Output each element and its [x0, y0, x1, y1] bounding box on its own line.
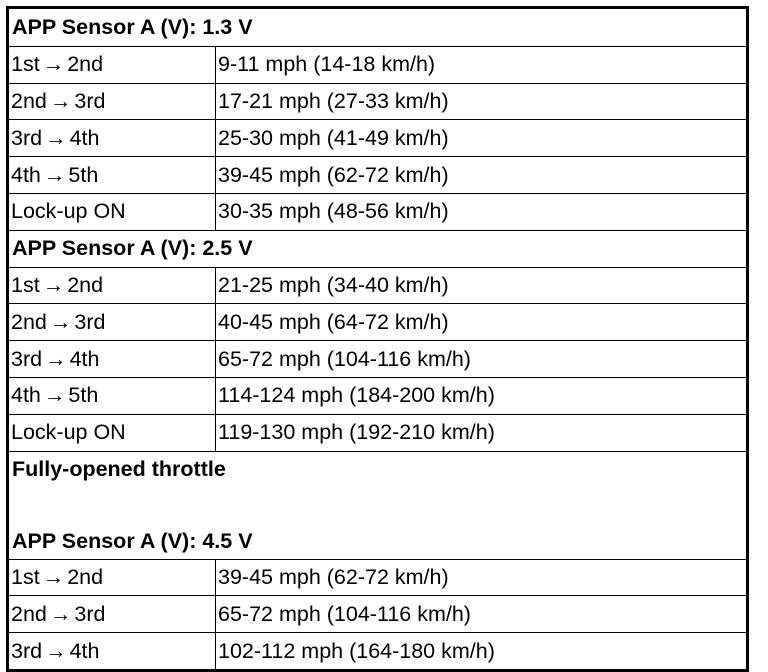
arrow-icon: →: [45, 125, 67, 150]
section-heading-text: APP Sensor A (V): 2.5 V: [12, 236, 253, 261]
table-row: [9, 46, 746, 83]
shift-cell: 1st → 2nd: [9, 47, 216, 83]
arrow-icon: →: [43, 162, 66, 187]
arrow-icon: →: [49, 309, 72, 334]
speed-cell: 65-72 mph (104-116 km/h): [218, 346, 471, 371]
arrow-icon: →: [42, 564, 65, 589]
section-heading-text: APP Sensor A (V): 1.3 V: [12, 14, 253, 39]
speed-cell: 39-45 mph (62-72 km/h): [218, 564, 449, 589]
shift-cell: 3rd → 4th: [9, 341, 216, 377]
speed-cell: 17-21 mph (27-33 km/h): [218, 88, 449, 113]
speed-cell: 39-45 mph (62-72 km/h): [218, 162, 449, 187]
section-heading: [9, 9, 746, 46]
table-row: [9, 267, 746, 304]
section-heading: [9, 451, 746, 559]
table-row: [9, 119, 746, 156]
section-heading-text: APP Sensor A (V): 4.5 V: [12, 528, 253, 553]
shift-cell: 1st → 2nd: [9, 560, 216, 596]
speed-cell: 21-25 mph (34-40 km/h): [218, 272, 449, 297]
speed-cell: 119-130 mph (192-210 km/h): [218, 420, 495, 445]
section-heading-text: Fully-opened throttle: [12, 456, 226, 481]
shift-cell: 3rd → 4th: [9, 120, 216, 156]
table-row: [9, 83, 746, 120]
speed-cell: 65-72 mph (104-116 km/h): [218, 601, 471, 626]
arrow-icon: →: [42, 52, 65, 77]
arrow-icon: →: [43, 383, 66, 408]
table-row: [9, 377, 746, 414]
shift-cell: 4th → 5th: [9, 378, 216, 414]
shift-speed-table: [6, 6, 749, 672]
section-heading: [9, 230, 746, 267]
arrow-icon: →: [42, 272, 65, 297]
speed-cell: 30-35 mph (48-56 km/h): [218, 199, 449, 224]
table-row: [9, 559, 746, 596]
speed-cell: 102-112 mph (164-180 km/h): [218, 638, 495, 663]
arrow-icon: →: [49, 601, 72, 626]
speed-cell: 25-30 mph (41-49 km/h): [218, 125, 449, 150]
table-row: [9, 340, 746, 377]
shift-cell: 2nd → 3rd: [9, 304, 216, 340]
shift-cell: 1st → 2nd: [9, 268, 216, 304]
shift-cell: 4th → 5th: [9, 157, 216, 193]
arrow-icon: →: [49, 88, 72, 113]
table-row: [9, 193, 746, 230]
table-row: [9, 303, 746, 340]
speed-cell: 114-124 mph (184-200 km/h): [218, 383, 495, 408]
table-row: [9, 595, 746, 632]
table-row: [9, 632, 746, 669]
table-row: [9, 414, 746, 451]
arrow-icon: →: [45, 346, 67, 371]
shift-cell: 3rd → 4th: [9, 633, 216, 669]
table-row: [9, 156, 746, 193]
lockup-cell: Lock-up ON: [9, 194, 216, 230]
lockup-cell: Lock-up ON: [9, 415, 216, 451]
shift-cell: 2nd → 3rd: [9, 84, 216, 120]
shift-cell: 2nd → 3rd: [9, 596, 216, 632]
arrow-icon: →: [45, 638, 67, 663]
speed-cell: 40-45 mph (64-72 km/h): [218, 309, 449, 334]
speed-cell: 9-11 mph (14-18 km/h): [218, 52, 436, 77]
